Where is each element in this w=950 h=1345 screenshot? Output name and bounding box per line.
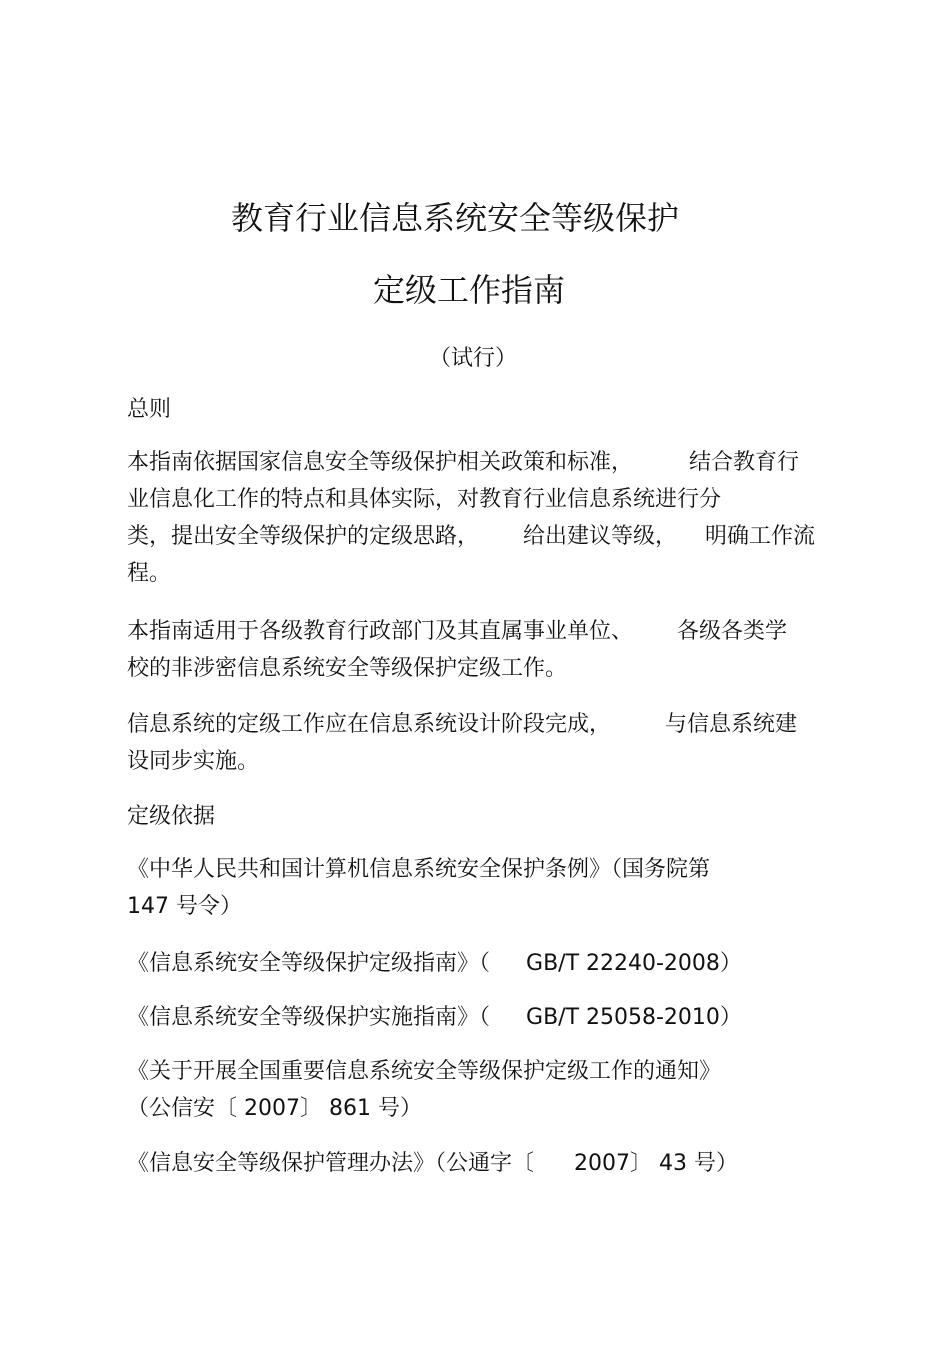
text-segment: 结合教育行 [689, 450, 800, 475]
text-segment: 各级各类学 [677, 619, 788, 644]
item-line [127, 1090, 827, 1127]
paragraph-line [127, 706, 827, 743]
document-subtitle: （试行） [428, 346, 517, 371]
basis-item-3 [127, 999, 827, 1036]
text-segment: （公信安〔 2007〕 861 号） [127, 1096, 422, 1121]
text-segment: 147 号令） [127, 894, 242, 919]
text-segment: 业信息化工作的特点和具体实际，对教育行业信息系统进行分 [127, 487, 722, 512]
paragraph-line [127, 518, 827, 555]
general-paragraph-1 [127, 444, 827, 592]
text-segment: 校的非涉密信息系统安全等级保护定级工作。 [127, 656, 568, 681]
text-segment: 2007〕 43 号） [574, 1151, 738, 1176]
text-segment: 《信息系统安全等级保护实施指南》（ [127, 1005, 491, 1030]
general-paragraph-2 [127, 613, 827, 687]
text-segment: 本指南依据国家信息安全等级保护相关政策和标准， [127, 450, 634, 475]
item-line [127, 1145, 827, 1182]
text-segment: 《信息安全等级保护管理办法》（公通字〔 [127, 1151, 535, 1176]
text-segment: 《关于开展全国重要信息系统安全等级保护定级工作的通知》 [127, 1059, 722, 1084]
text-segment: 明确工作流 [705, 524, 816, 549]
basis-item-5 [127, 1145, 827, 1182]
item-line [127, 1053, 827, 1090]
paragraph-line [127, 743, 827, 780]
text-segment: 与信息系统建 [665, 712, 798, 737]
paragraph-line [127, 613, 827, 650]
basis-item-2 [127, 945, 827, 982]
text-segment: 《中华人民共和国计算机信息系统安全保护条例》（国务院第 [127, 857, 711, 882]
section-heading-general: 总则 [127, 397, 172, 422]
document-title-line2: 定级工作指南 [372, 271, 565, 309]
paragraph-line [127, 555, 827, 592]
paragraph-line [127, 481, 827, 518]
item-line [127, 851, 827, 888]
text-segment: 本指南适用于各级教育行政部门及其直属事业单位、 [127, 619, 634, 644]
item-line [127, 888, 827, 925]
paragraph-line [127, 650, 827, 687]
text-segment: 类，提出安全等级保护的定级思路， [127, 524, 480, 549]
general-paragraph-3 [127, 706, 827, 780]
text-segment: 程。 [127, 561, 172, 586]
basis-item-4 [127, 1053, 827, 1127]
text-segment: 信息系统的定级工作应在信息系统设计阶段完成， [127, 712, 612, 737]
item-line [127, 945, 827, 982]
text-segment: GB/T 25058-2010） [526, 1005, 742, 1030]
text-segment: 给出建议等级， [523, 524, 678, 549]
text-segment: 《信息系统安全等级保护定级指南》（ [127, 951, 491, 976]
paragraph-line [127, 444, 827, 481]
document-title-line1: 教育行业信息系统安全等级保护 [230, 199, 679, 237]
text-segment: 设同步实施。 [127, 749, 260, 774]
section-heading-basis: 定级依据 [127, 804, 216, 829]
item-line [127, 999, 827, 1036]
text-segment: GB/T 22240-2008） [526, 951, 742, 976]
basis-item-1 [127, 851, 827, 925]
